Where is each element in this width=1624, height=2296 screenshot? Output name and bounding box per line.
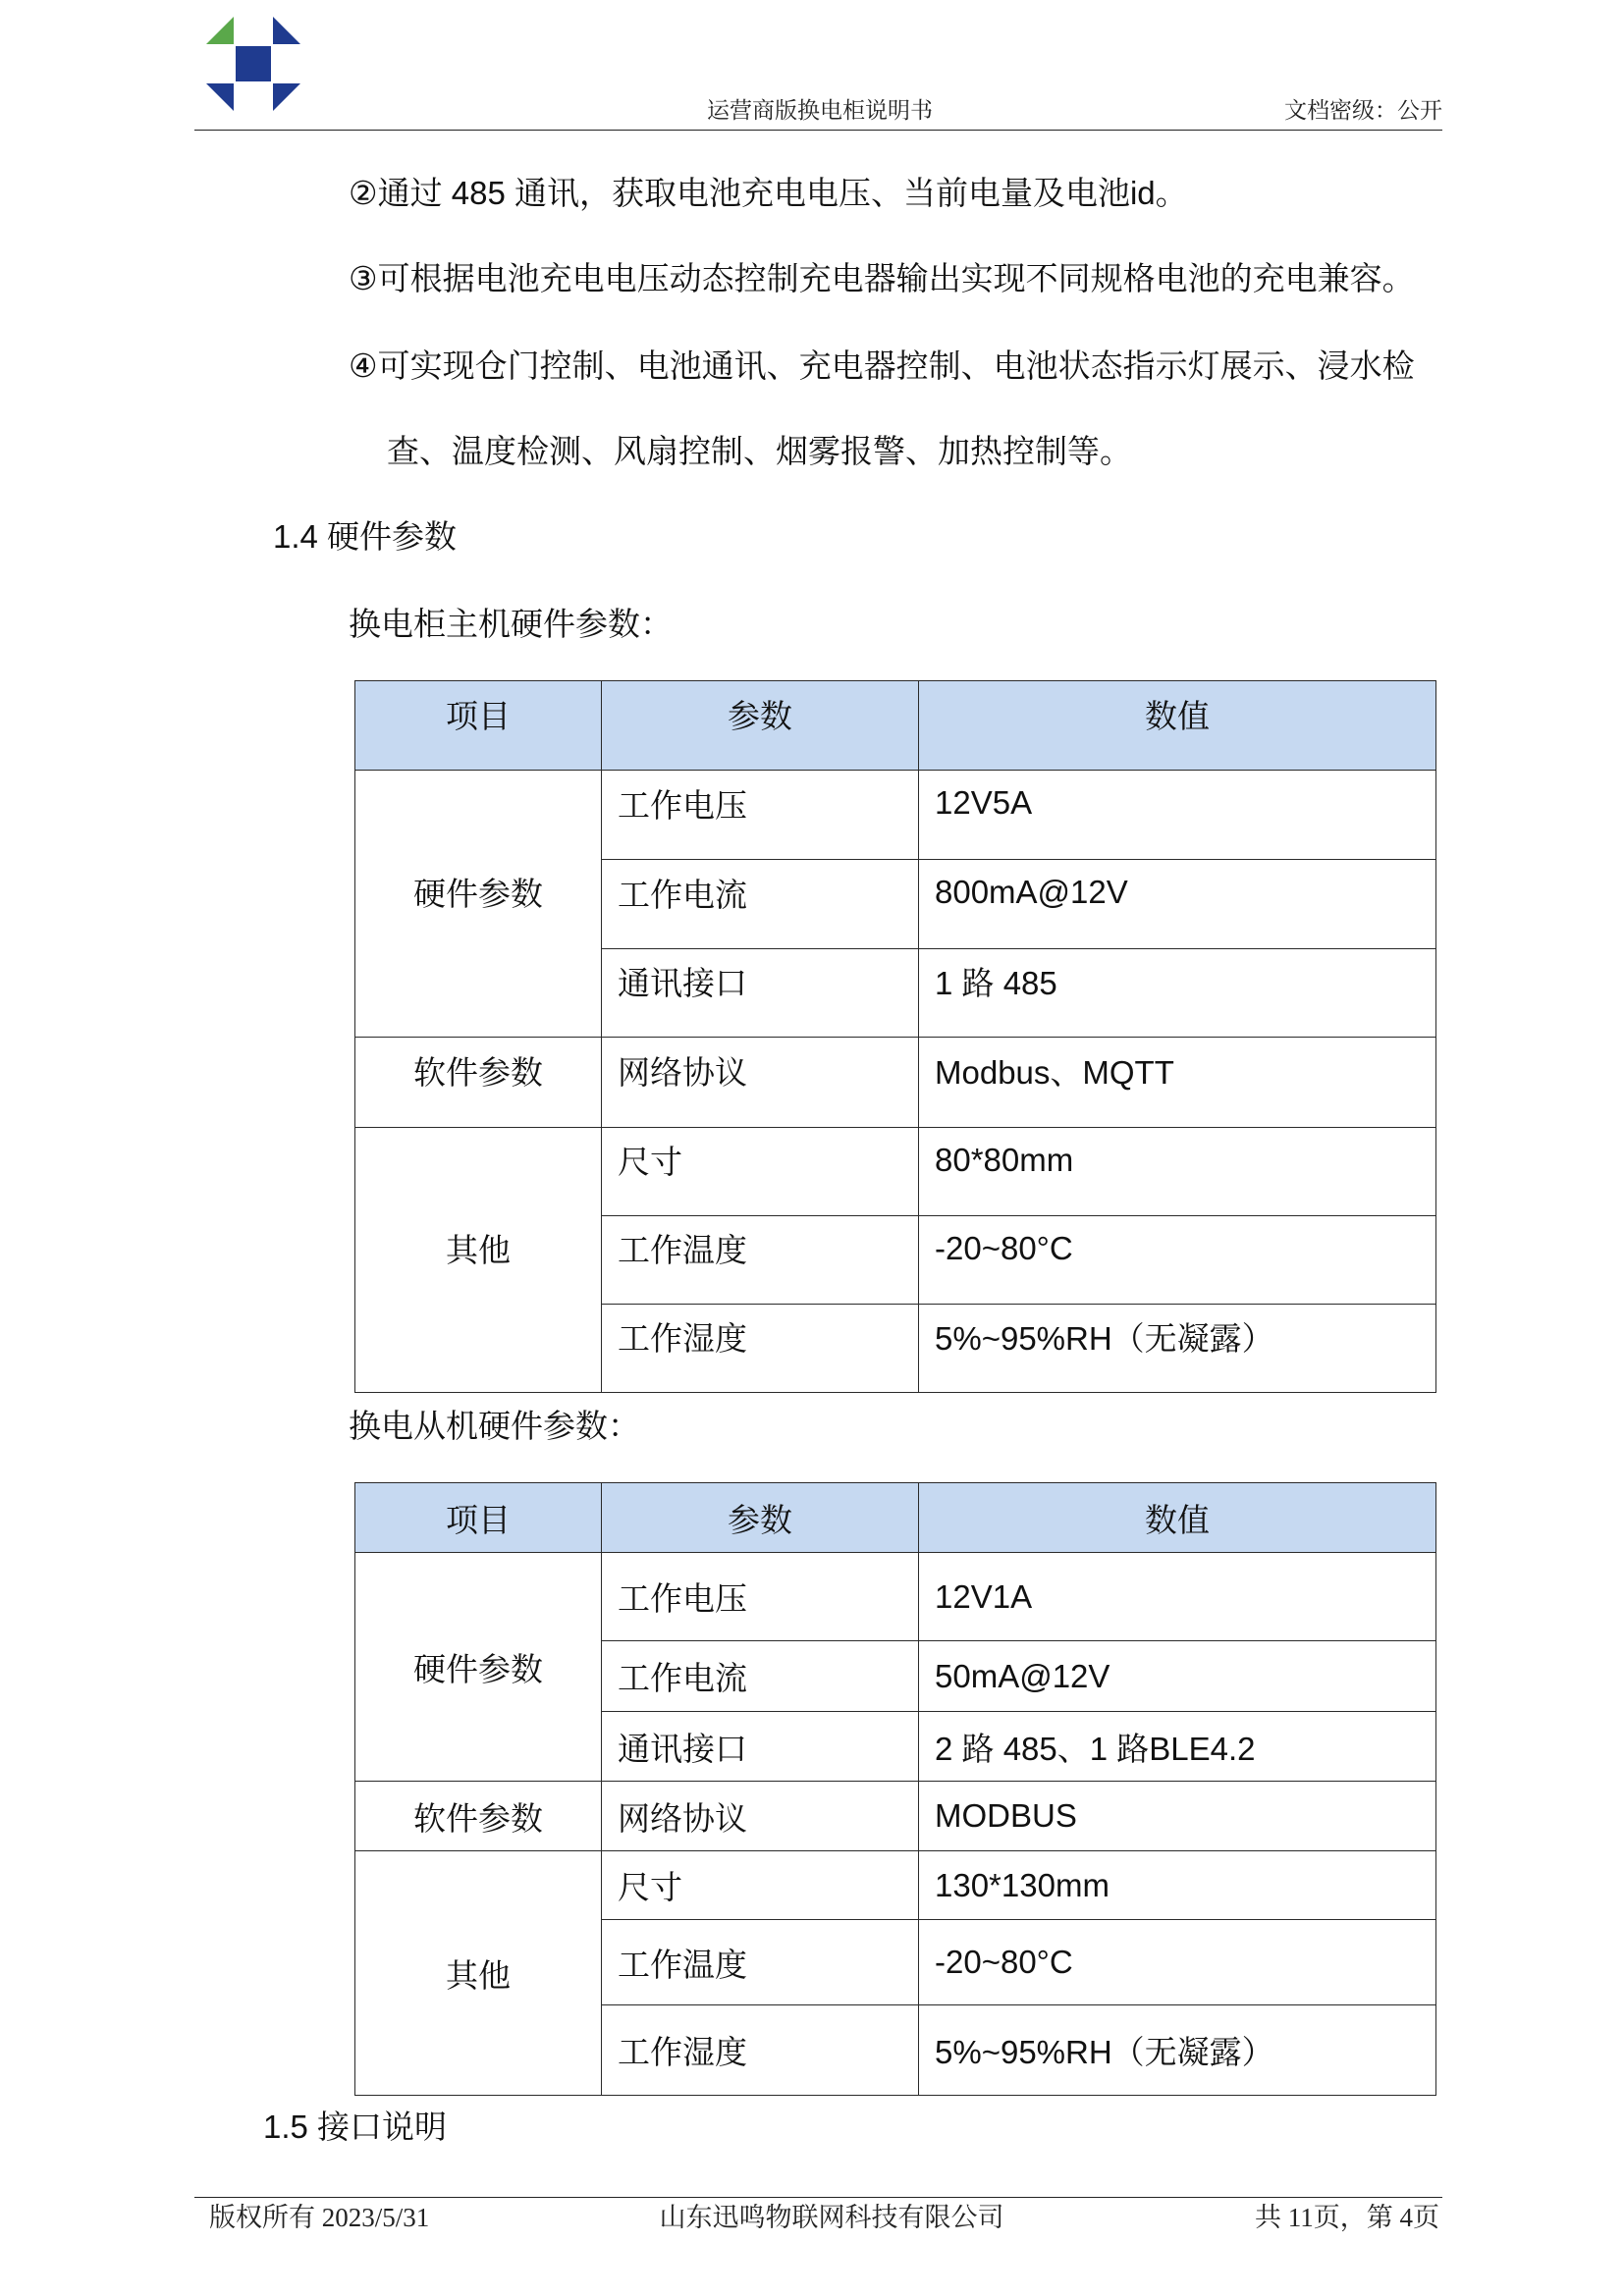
header-item: 项目 xyxy=(355,1483,602,1553)
logo-blue-triangle-bottom-right xyxy=(273,83,300,111)
table-row xyxy=(355,1038,1436,1128)
param-value: 12V1A xyxy=(919,1553,1436,1641)
param-value: 80*80mm xyxy=(919,1128,1436,1216)
list-item-4-line-2: 查、温度检测、风扇控制、烟雾报警、加热控制等。 xyxy=(387,433,1132,469)
param-name: 工作电流 xyxy=(602,860,919,949)
group-label: 其他 xyxy=(355,1851,602,2096)
param-name: 网络协议 xyxy=(602,1782,919,1851)
group-label: 软件参数 xyxy=(355,1782,602,1851)
param-name: 工作电压 xyxy=(602,1553,919,1641)
param-value: 1 路 485 xyxy=(919,949,1436,1038)
footer-copyright: 版权所有 2023/5/31 xyxy=(209,2203,430,2232)
footer-page-info: 共 11页，第 4页 xyxy=(1255,2203,1439,2232)
param-name: 工作电流 xyxy=(602,1641,919,1712)
param-value: 2 路 485、1 路BLE4.2 xyxy=(919,1712,1436,1782)
param-value: MODBUS xyxy=(919,1782,1436,1851)
logo-blue-square xyxy=(236,46,271,81)
table-row xyxy=(355,1782,1436,1851)
param-value: 5%~95%RH（无凝露） xyxy=(919,1305,1436,1393)
section-heading-1-4: 1.4 硬件参数 xyxy=(273,518,458,555)
list-item-2: ②通过 485 通讯，获取电池充电电压、当前电量及电池id。 xyxy=(349,175,1188,211)
list-item-4-line-1: ④可实现仓门控制、电池通讯、充电器控制、电池状态指示灯展示、浸水检 xyxy=(349,347,1415,384)
footer-divider xyxy=(194,2197,1442,2198)
footer-company: 山东迅鸣物联网科技有限公司 xyxy=(659,2203,1004,2232)
group-label: 硬件参数 xyxy=(355,771,602,1038)
logo-blue-triangle-top xyxy=(273,17,300,44)
header-value: 数值 xyxy=(919,1483,1436,1553)
table-row xyxy=(355,1553,1436,1641)
param-value: 12V5A xyxy=(919,771,1436,860)
header-item: 项目 xyxy=(355,681,602,771)
host-params-table xyxy=(354,680,1436,1393)
logo-blue-triangle-bottom-left xyxy=(206,83,234,111)
table-row xyxy=(355,1851,1436,1920)
company-logo-icon xyxy=(203,15,303,113)
classification-label: 文档密级：公开 xyxy=(1284,98,1442,123)
param-value: -20~80°C xyxy=(919,1216,1436,1305)
param-name: 工作电压 xyxy=(602,771,919,860)
param-name: 工作温度 xyxy=(602,1216,919,1305)
slave-table-caption: 换电从机硬件参数： xyxy=(349,1408,640,1444)
table-row xyxy=(355,1128,1436,1216)
param-name: 网络协议 xyxy=(602,1038,919,1128)
param-value: 50mA@12V xyxy=(919,1641,1436,1712)
param-value: -20~80°C xyxy=(919,1920,1436,2005)
header-param: 参数 xyxy=(602,1483,919,1553)
table-header-row xyxy=(355,1483,1436,1553)
param-name: 工作湿度 xyxy=(602,1305,919,1393)
host-table-caption: 换电柜主机硬件参数： xyxy=(349,606,673,642)
document-title: 运营商版换电柜说明书 xyxy=(707,98,933,123)
table-header-row xyxy=(355,681,1436,771)
group-label: 其他 xyxy=(355,1128,602,1393)
header-divider xyxy=(194,130,1442,131)
param-value: Modbus、MQTT xyxy=(919,1038,1436,1128)
slave-params-table xyxy=(354,1482,1436,2096)
param-name: 尺寸 xyxy=(602,1851,919,1920)
list-item-3: ③可根据电池充电电压动态控制充电器输出实现不同规格电池的充电兼容。 xyxy=(349,260,1415,296)
section-heading-1-5: 1.5 接口说明 xyxy=(263,2109,448,2145)
group-label: 软件参数 xyxy=(355,1038,602,1128)
param-value: 800mA@12V xyxy=(919,860,1436,949)
param-name: 通讯接口 xyxy=(602,949,919,1038)
table-row xyxy=(355,771,1436,860)
group-label: 硬件参数 xyxy=(355,1553,602,1782)
param-name: 尺寸 xyxy=(602,1128,919,1216)
param-name: 工作温度 xyxy=(602,1920,919,2005)
param-name: 工作湿度 xyxy=(602,2005,919,2096)
param-name: 通讯接口 xyxy=(602,1712,919,1782)
logo-green-triangle xyxy=(206,17,234,44)
header-value: 数值 xyxy=(919,681,1436,771)
header-param: 参数 xyxy=(602,681,919,771)
param-value: 5%~95%RH（无凝露） xyxy=(919,2005,1436,2096)
param-value: 130*130mm xyxy=(919,1851,1436,1920)
